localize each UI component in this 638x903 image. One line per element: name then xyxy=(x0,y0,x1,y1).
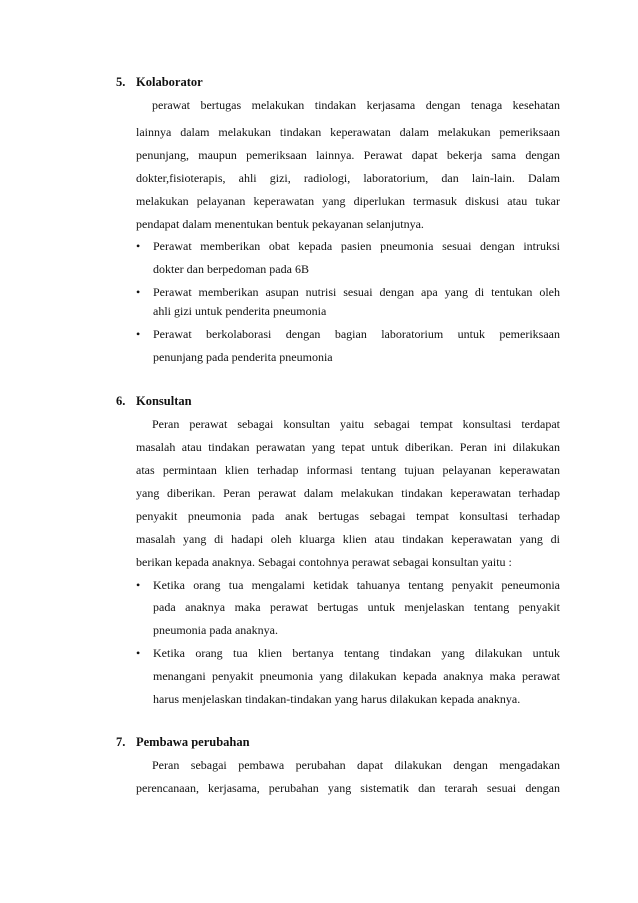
paragraph-line: masalah yang di hadapi oleh kluarga klien atau tindakan keperawatan yang di xyxy=(136,532,560,546)
bullet-line: Ketika orang tua klien bertanya tentang tindakan yang dilakukan untuk xyxy=(153,646,560,660)
bullet-line: pada anaknya maka perawat bertugas untuk menjelaskan tentang penyakit xyxy=(153,600,560,614)
bullet-line: pneumonia pada anaknya. xyxy=(153,623,278,637)
paragraph-line: yang diberikan. Peran perawat dalam melakukan tindakan keperawatan terhadap xyxy=(136,486,560,500)
section-5-heading xyxy=(116,75,203,90)
paragraph-line: masalah atau tindakan perawatan yang tepat untuk diberikan. Peran ini dilakukan xyxy=(136,440,560,454)
paragraph-line: atas permintaan klien terhadap informasi tentang tujuan pelayanan keperawatan xyxy=(136,463,560,477)
bullet-icon: • xyxy=(136,239,141,253)
paragraph-line: penunjang, maupun pemeriksaan lainnya. Perawat dapat bekerja sama dengan xyxy=(136,148,560,162)
section-number: 6. xyxy=(116,394,126,408)
section-title: Kolaborator xyxy=(136,75,203,89)
paragraph-line: perencanaan, kerjasama, perubahan yang sistematik dan terarah sesuai dengan xyxy=(136,781,560,795)
paragraph-line: Peran sebagai pembawa perubahan dapat dilakukan dengan mengadakan xyxy=(152,758,560,772)
bullet-line: Perawat memberikan obat kepada pasien pneumonia sesuai dengan intruksi xyxy=(153,239,560,253)
paragraph-line: melakukan pelayanan keperawatan yang diperlukan termasuk diskusi atau tukar xyxy=(136,194,560,208)
section-number: 5. xyxy=(116,75,126,89)
bullet-line: ahli gizi untuk penderita pneumonia xyxy=(153,304,327,318)
paragraph-line: berikan kepada anaknya. Sebagai contohnya perawat sebagai konsultan yaitu : xyxy=(136,555,512,569)
paragraph-line: perawat bertugas melakukan tindakan kerjasama dengan tenaga kesehatan xyxy=(152,98,560,112)
bullet-line: menangani penyakit pneumonia yang dilakukan kepada anaknya maka perawat xyxy=(153,669,560,683)
paragraph-line: dokter,fisioterapis, ahli gizi, radiologi, laboratorium, dan lain-lain. Dalam xyxy=(136,171,560,185)
paragraph-line: pendapat dalam menentukan bentuk pekayanan selanjutnya. xyxy=(136,217,424,231)
bullet-icon: • xyxy=(136,646,141,660)
bullet-line: dokter dan berpedoman pada 6B xyxy=(153,262,309,276)
bullet-line: Perawat berkolaborasi dengan bagian laboratorium untuk pemeriksaan xyxy=(153,327,560,341)
bullet-line: penunjang pada penderita pneumonia xyxy=(153,350,333,364)
bullet-icon: • xyxy=(136,285,141,299)
paragraph-line: Peran perawat sebagai konsultan yaitu sebagai tempat konsultasi terdapat xyxy=(152,417,560,431)
section-number: 7. xyxy=(116,735,126,749)
section-title: Konsultan xyxy=(136,394,192,408)
paragraph-line: penyakit pneumonia pada anak bertugas sebagai tempat konsultasi terhadap xyxy=(136,509,560,523)
section-title: Pembawa perubahan xyxy=(136,735,250,749)
paragraph-line: lainnya dalam melakukan tindakan keperawatan dalam melakukan pemeriksaan xyxy=(136,125,560,139)
section-6-heading xyxy=(116,394,192,409)
bullet-line: harus menjelaskan tindakan-tindakan yang harus dilakukan kepada anaknya. xyxy=(153,692,521,706)
bullet-icon: • xyxy=(136,327,141,341)
bullet-line: Perawat memberikan asupan nutrisi sesuai dengan apa yang di tentukan oleh xyxy=(153,285,560,299)
bullet-line: Ketika orang tua mengalami ketidak tahuanya tentang penyakit peneumonia xyxy=(153,578,560,592)
bullet-icon: • xyxy=(136,578,141,592)
section-7-heading xyxy=(116,735,250,750)
